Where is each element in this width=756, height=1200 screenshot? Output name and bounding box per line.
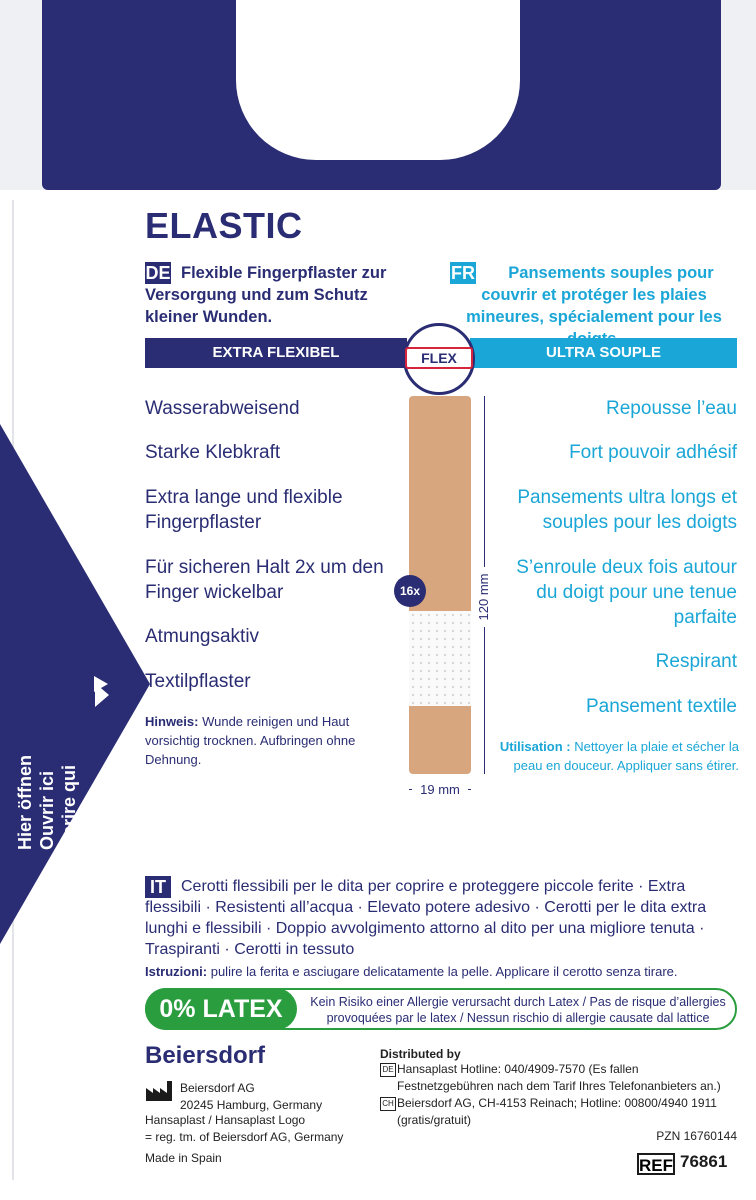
flex-label: FLEX bbox=[405, 347, 473, 369]
de-feature: Wasserabweisend bbox=[145, 398, 300, 419]
distribution-de: Hansaplast Hotline: 040/4909-7570 (Es fallen Festnetzgebühren nach dem Tarif Ihres Telefonanbieters an.) bbox=[397, 1062, 721, 1093]
ref-number: 76861 bbox=[680, 1152, 728, 1171]
manufacturer-address bbox=[180, 1080, 322, 1114]
pzn: PZN 16760144 bbox=[656, 1129, 737, 1143]
length-label-wrap bbox=[470, 575, 500, 645]
it-note-label: Istruzioni: bbox=[145, 964, 208, 979]
open-here-label bbox=[14, 640, 94, 850]
it-description: Cerotti flessibili per le dita per coprire e proteggere piccole ferite · Extra flessibili · Resistenti all’acqua · Elevato potere adesivo · Cerotti per le dita extra lunghi e flessibili · Doppio avvolgimento attorno al dito per una migliore tenuta · Traspiranti · Cerotti in tessuto bbox=[145, 878, 707, 958]
distributed-by-heading: Distributed by bbox=[380, 1047, 461, 1061]
address-line: 20245 Hamburg, Germany bbox=[180, 1098, 323, 1112]
trademark-line: = reg. tm. of Beiersdorf AG, Germany bbox=[145, 1130, 344, 1144]
fr-feature: Respirant bbox=[655, 651, 737, 672]
de-feature: Atmungsaktiv bbox=[145, 626, 260, 647]
de-feature: Starke Klebkraft bbox=[145, 442, 281, 463]
hang-hole bbox=[236, 0, 520, 160]
count-badge: 16x bbox=[394, 575, 426, 607]
band-de: EXTRA FLEXIBEL bbox=[145, 338, 407, 368]
it-note bbox=[145, 962, 739, 981]
latex-label: 0% LATEX bbox=[145, 988, 297, 1030]
lang-code-fr: FR bbox=[451, 263, 475, 283]
fr-feature: Pansement textile bbox=[585, 696, 737, 717]
de-feature: Textilpflaster bbox=[145, 671, 251, 692]
de-feature: Für sicheren Halt 2x um den Finger wickelbar bbox=[145, 557, 384, 603]
fr-note-label: Utilisation : bbox=[499, 739, 571, 754]
latex-text: Kein Risiko einer Allergie verursacht durch Latex / Pas de risque d’allergies provoquées par le latex / Nessun rischio di allergie causate dal lattice bbox=[310, 995, 726, 1025]
band-fr: ULTRA SOUPLE bbox=[470, 338, 737, 368]
fr-feature: Fort pouvoir adhésif bbox=[569, 442, 737, 463]
lang-code-de: DE bbox=[145, 263, 171, 283]
it-note-text: pulire la ferita e asciugare delicatamente la pelle. Applicare il cerotto senza tirare. bbox=[207, 964, 678, 979]
fr-description: Pansements souples pour couvrir et protéger les plaies mineures, spécialement pour les bbox=[466, 264, 722, 326]
fr-feature: Pansements ultra longs et souples pour les doigts bbox=[517, 487, 737, 533]
fr-feature: S’enroule deux fois autour du doigt pour une tenue parfaite bbox=[516, 557, 737, 628]
country-code-de: DE bbox=[380, 1063, 396, 1077]
fr-feature: Repousse l’eau bbox=[606, 398, 737, 419]
length-label: 120 mm bbox=[476, 567, 491, 627]
de-note-text: Wunde reinigen und Haut vorsichtig trocknen. Aufbringen ohne Dehnung. bbox=[145, 714, 356, 767]
de-feature: Extra lange und flexible Fingerpflaster bbox=[145, 487, 343, 533]
fr-note bbox=[495, 737, 739, 775]
trademark-note bbox=[145, 1112, 343, 1146]
wound-pad bbox=[409, 611, 471, 706]
de-description: Flexible Fingerpflaster zur Versorgung und zum Schutz kleiner Wunden. bbox=[145, 264, 387, 326]
ref-label: REF bbox=[637, 1153, 675, 1175]
beiersdorf-logo: Beiersdorf bbox=[145, 1042, 266, 1069]
de-note bbox=[145, 712, 375, 769]
product-title: ELASTIC bbox=[145, 205, 303, 246]
made-in: Made in Spain bbox=[145, 1151, 222, 1165]
distribution-ch: Beiersdorf AG, CH-4153 Reinach; Hotline: 00800/4940 1911 (gratis/gratuit) bbox=[397, 1096, 717, 1127]
lang-code-it: IT bbox=[145, 876, 171, 898]
width-label: 19 mm bbox=[412, 782, 468, 797]
de-note-label: Hinweis: bbox=[145, 714, 199, 729]
factory-icon bbox=[145, 1080, 173, 1102]
trademark-line: Hansaplast / Hansaplast Logo bbox=[145, 1113, 306, 1127]
country-code-ch: CH bbox=[380, 1097, 396, 1111]
open-here-fr: Ouvrir ici bbox=[37, 770, 57, 850]
open-here-de: Hier öffnen bbox=[15, 754, 35, 850]
arrow-right-icon bbox=[92, 680, 112, 710]
address-line: Beiersdorf AG bbox=[180, 1081, 255, 1095]
fr-note-text: Nettoyer la plaie et sécher la peau en douceur. Appliquer sans étirer. bbox=[513, 739, 739, 773]
open-here-it: Aprire qui bbox=[59, 764, 79, 850]
